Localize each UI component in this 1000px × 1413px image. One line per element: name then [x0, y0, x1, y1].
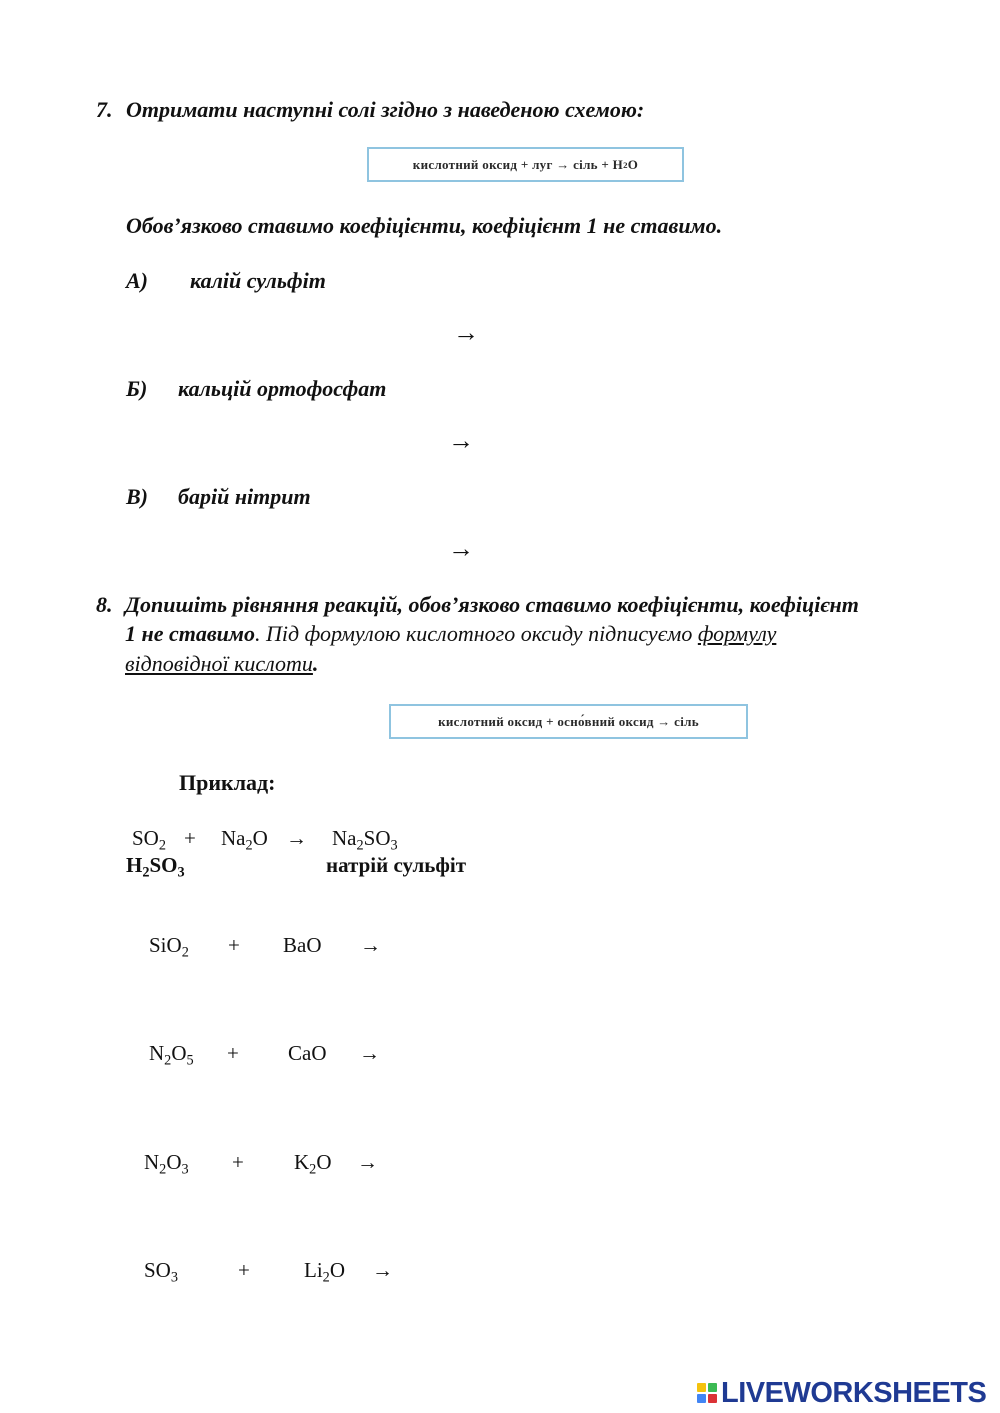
eq3-arrow: → [357, 1150, 378, 1174]
task7-item-c-name: барій нітрит [178, 484, 311, 509]
task7-scheme-part2: O [627, 156, 639, 172]
task7-item-c-arrow: → [448, 534, 474, 563]
eq2-plus: + [227, 1041, 239, 1065]
eq1-r1-s1: 2 [181, 944, 189, 961]
eq4-r1-s1: 3 [170, 1269, 178, 1286]
logo-square-4 [708, 1394, 717, 1403]
eq3-r2-s1: 2 [309, 1161, 317, 1178]
eq3-r1-s2: 3 [181, 1161, 189, 1178]
task7-scheme-part1: кислотний оксид + луг → сіль + H [412, 156, 624, 172]
eq4-plus: + [238, 1258, 250, 1282]
eq3-reactant2 [294, 1150, 332, 1178]
liveworksheets-logo[interactable] [697, 1378, 986, 1408]
task8-line2-bold: 1 не ставимо [125, 621, 255, 646]
eq1-arrow: → [360, 933, 381, 957]
logo-square-3 [697, 1394, 706, 1403]
eq4-r2-b: O [329, 1258, 345, 1282]
eq4-arrow: → [372, 1258, 393, 1282]
eq2-r1-a: N [149, 1041, 165, 1065]
eq4-reactant2 [304, 1258, 345, 1286]
eq2-r1-s1: 2 [164, 1052, 172, 1069]
eq2-reactant1 [149, 1041, 194, 1069]
example-reactant2-a: Na [221, 826, 246, 850]
example-reactant2 [221, 826, 268, 854]
example-arrow: → [286, 826, 307, 850]
example-acid-s1: 2 [142, 864, 150, 881]
eq2-reactant2: CaO [288, 1041, 327, 1065]
eq3-plus: + [232, 1150, 244, 1174]
task7-instruction: Обов’язково ставимо коефіцієнти, коефіцієнт 1 не ставимо. [126, 213, 723, 238]
eq3-r1-s1: 2 [159, 1161, 167, 1178]
task8-line2-underlined: формулу [697, 621, 777, 646]
task7-item-b-name: кальцій ортофосфат [178, 376, 387, 401]
eq4-reactant1 [144, 1258, 178, 1286]
eq3-r1-a: N [144, 1150, 160, 1174]
eq1-reactant2: BaO [283, 933, 322, 957]
eq4-r2-a: Li [304, 1258, 323, 1282]
eq1-reactant1 [149, 933, 189, 961]
task8-scheme-box: кислотний оксид + осно́вний оксид → сіль [389, 704, 748, 739]
task7-item-c-letter: В) [126, 484, 148, 509]
task7-scheme-box: кислотний оксид + луг → сіль + H 2 O [367, 147, 684, 182]
task7-number: 7. [96, 97, 113, 122]
task7-item-a-letter: А) [126, 268, 148, 293]
example-plus: + [184, 826, 196, 850]
task8-number: 8. [96, 592, 113, 617]
logo-mark-icon [697, 1383, 717, 1403]
example-acid-a: H [126, 853, 143, 877]
eq3-r2-a: K [294, 1150, 310, 1174]
example-acid [126, 853, 185, 881]
eq1-r1-a: SiO [149, 933, 182, 957]
example-acid-b: SO [149, 853, 178, 877]
example-product-s1: 2 [356, 837, 364, 854]
example-label: Приклад: [179, 770, 276, 795]
task7-item-a-arrow: → [453, 318, 479, 347]
eq3-reactant1 [144, 1150, 189, 1178]
example-acid-s2: 3 [177, 864, 185, 881]
task8-line1: Допишіть рівняння реакцій, обов’язково ставимо коефіцієнти, коефіцієнт [125, 592, 859, 617]
example-product-b: SO [363, 826, 391, 850]
eq2-r1-b: O [171, 1041, 187, 1065]
example-product-a: Na [332, 826, 357, 850]
eq4-r2-s1: 2 [322, 1269, 330, 1286]
task7-item-b-letter: Б) [126, 376, 148, 401]
example-reactant1-a: SO [132, 826, 159, 850]
example-reactant2-b: O [252, 826, 268, 850]
eq3-r1-b: O [166, 1150, 182, 1174]
task7-item-b-arrow: → [448, 426, 474, 455]
eq1-plus: + [228, 933, 240, 957]
eq2-arrow: → [359, 1041, 380, 1065]
eq4-r1-a: SO [144, 1258, 171, 1282]
task8-line3 [125, 651, 318, 677]
example-reactant1 [132, 826, 166, 854]
example-product [332, 826, 398, 854]
task7-item-a-name: калій сульфіт [190, 268, 326, 293]
logo-text: LIVEWORKSHEETS [721, 1376, 987, 1409]
eq2-r1-s2: 5 [186, 1052, 194, 1069]
task8-line3-end: . [312, 651, 319, 676]
task7-title: Отримати наступні солі згідно з наведеною схемою: [126, 97, 645, 122]
example-product-s2: 3 [390, 837, 398, 854]
logo-square-1 [697, 1383, 706, 1392]
example-reactant1-s1: 2 [158, 837, 166, 854]
task8-line2 [125, 621, 776, 647]
task8-line3-underlined: відповідної кислоти [125, 651, 313, 676]
logo-square-2 [708, 1383, 717, 1392]
example-salt-name: натрій сульфіт [326, 853, 467, 877]
example-reactant2-s1: 2 [245, 837, 253, 854]
task8-line2-rest: . Під формулою кислотного оксиду підписуємо [255, 621, 698, 646]
eq3-r2-b: O [316, 1150, 332, 1174]
